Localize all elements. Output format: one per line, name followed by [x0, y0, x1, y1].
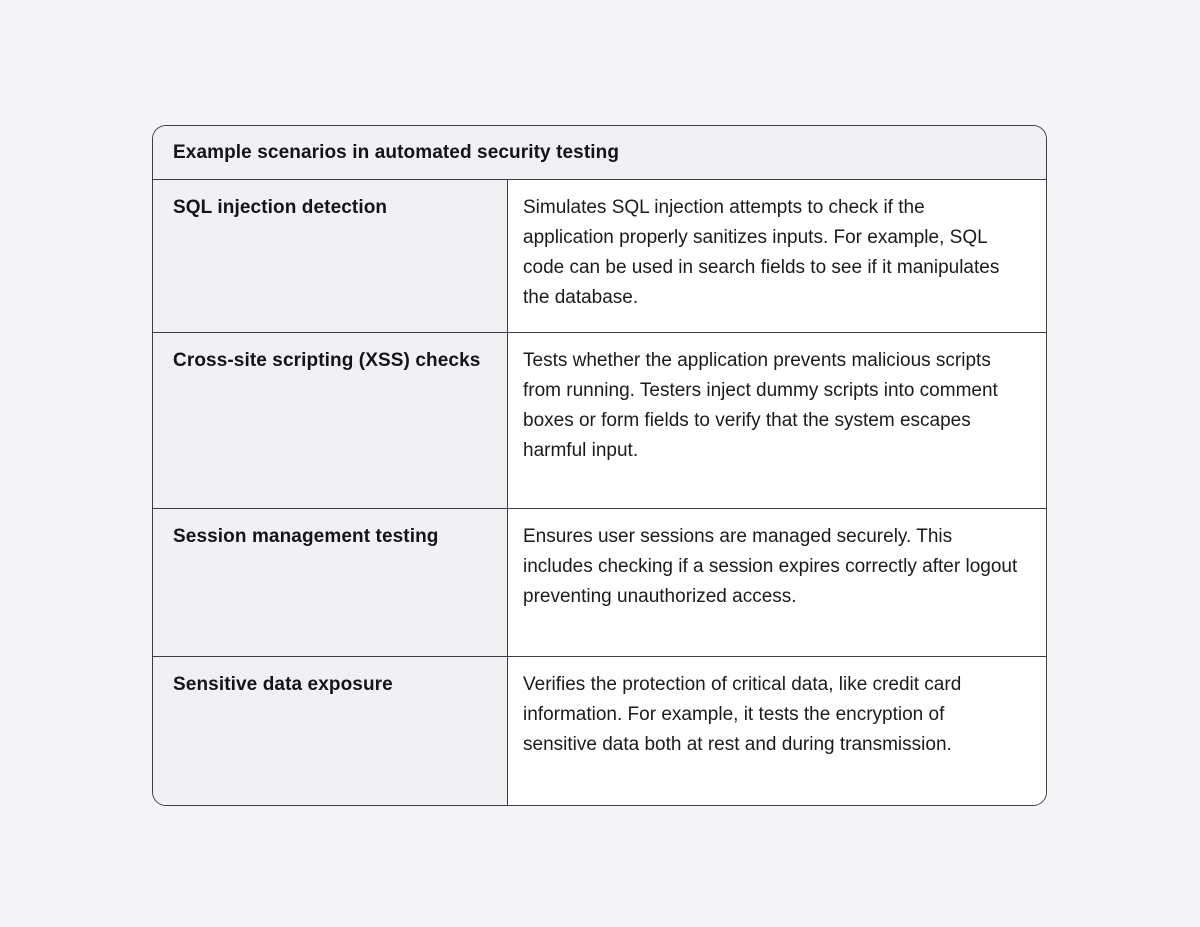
scenario-description: Ensures user sessions are managed securely. This includes checking if a session expires correctly after logout preventing unauthorized access.: [508, 509, 1046, 656]
scenario-description: Simulates SQL injection attempts to check if the application properly sanitizes inputs. For example, SQL code can be used in search fields to see if it manipulates the database.: [508, 180, 1046, 332]
scenario-label: SQL injection detection: [153, 180, 508, 332]
scenario-label: Session management testing: [153, 509, 508, 656]
table-title: Example scenarios in automated security testing: [153, 126, 1046, 179]
scenario-label: Sensitive data exposure: [153, 657, 508, 805]
table-row: [153, 656, 1046, 805]
scenario-label: Cross-site scripting (XSS) checks: [153, 333, 508, 508]
scenario-description: Tests whether the application prevents malicious scripts from running. Testers inject dummy scripts into comment boxes or form fields to verify that the system escapes harmful input.: [508, 333, 1046, 508]
security-testing-scenarios-table: [152, 125, 1047, 806]
scenario-description: Verifies the protection of critical data, like credit card information. For example, it tests the encryption of sensitive data both at rest and during transmission.: [508, 657, 1046, 805]
table-row: [153, 179, 1046, 332]
table-row: [153, 508, 1046, 656]
table-row: [153, 332, 1046, 508]
